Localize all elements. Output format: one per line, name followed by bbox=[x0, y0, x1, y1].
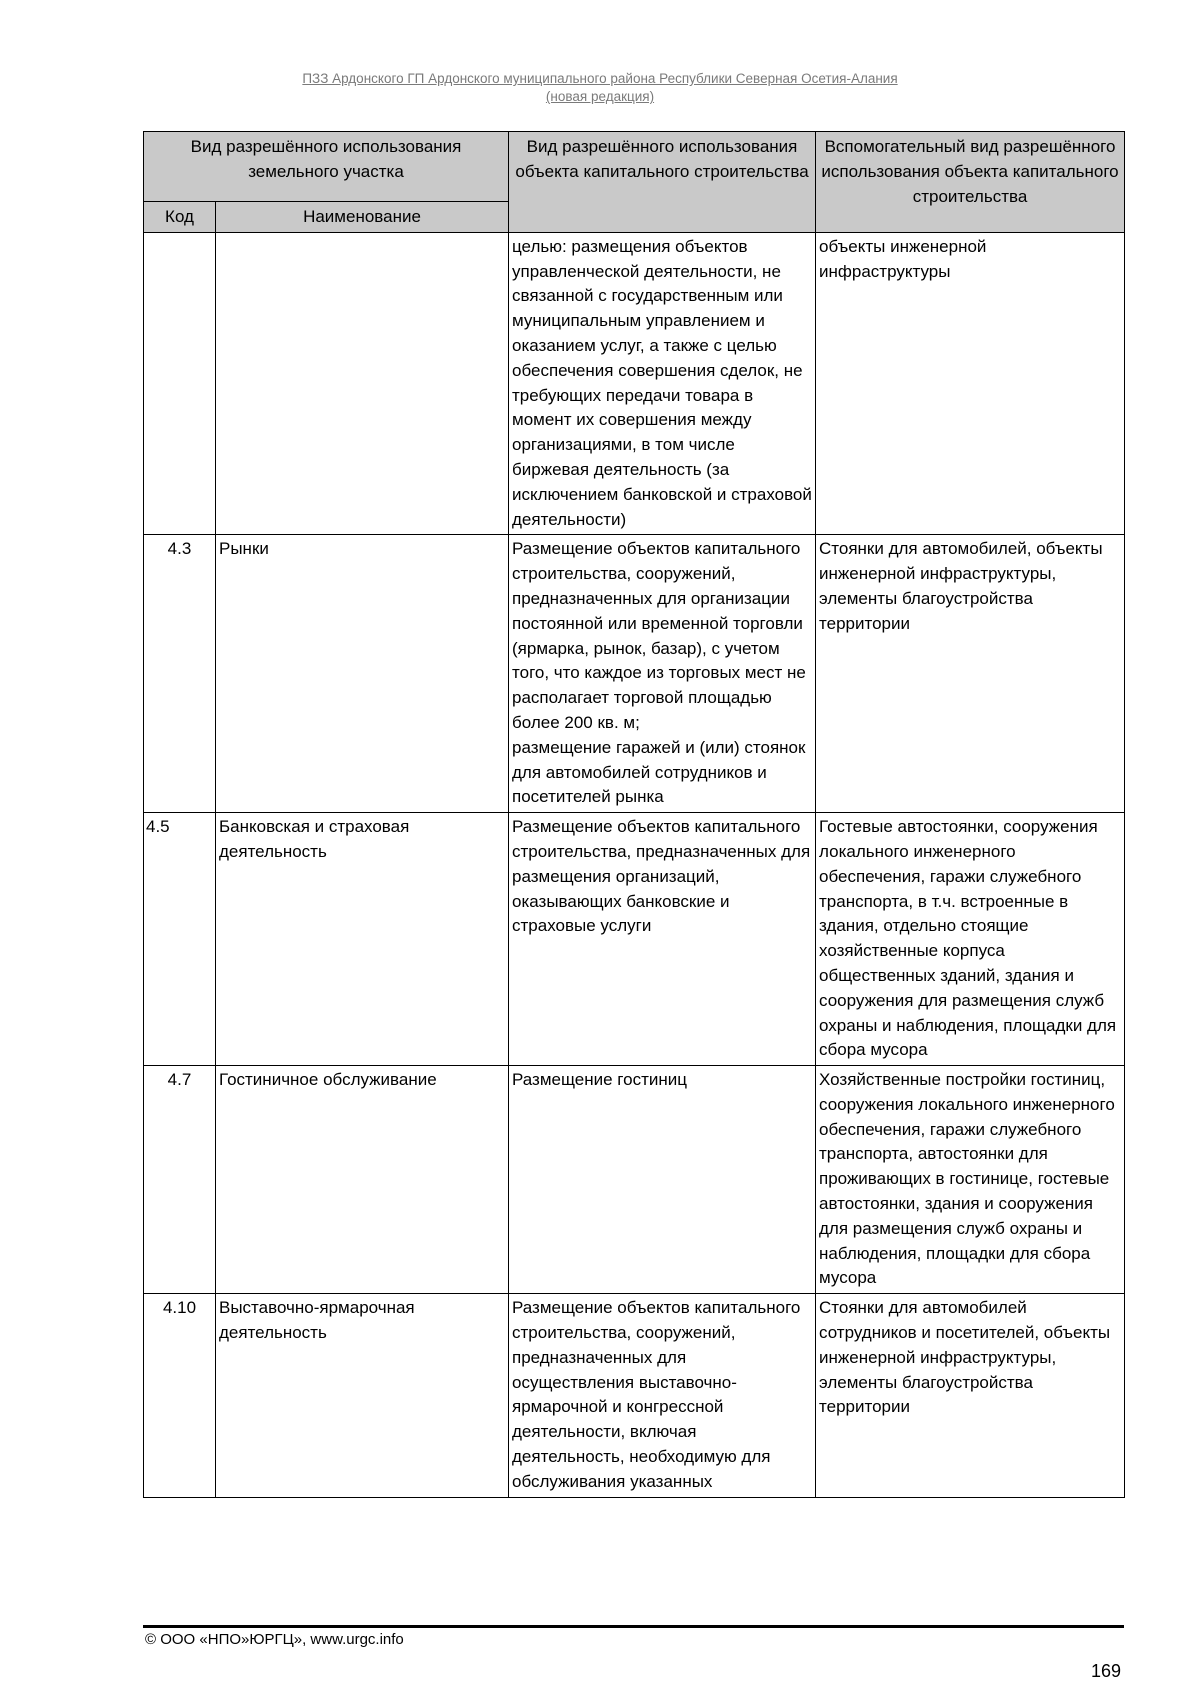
header-code: Код bbox=[144, 202, 216, 233]
row-auxiliary: Гостевые автостоянки, сооружения локального инженерного обеспечения, гаражи служебного транспорта, в т.ч. встроенные в здания, отдельно стоящие хозяйственные корпуса общественных зданий, здания и сооружения для размещения служб охраны и наблюдения, площадки для сбора мусора bbox=[816, 813, 1125, 1066]
page-number: 169 bbox=[1090, 1661, 1121, 1681]
row-code: 4.3 bbox=[144, 535, 216, 813]
table-row bbox=[144, 535, 1125, 813]
table-row bbox=[144, 1066, 1125, 1294]
row-capital-object: Размещение объектов капитального строительства, предназначенных для размещения организаций, оказывающих банковские и страховые услуги bbox=[509, 813, 816, 1066]
header-title: ПЗЗ Ардонского ГП Ардонского муниципального района Республики Северная Осетия-Алания bbox=[302, 71, 898, 86]
table-row bbox=[144, 1294, 1125, 1497]
row-code: 4.5 bbox=[144, 813, 216, 1066]
row-capital-object-part-1: Размещение объектов капитального строительства, сооружений, предназначенных для организации постоянной или временной торговли (ярмарка, рынок, базар), с учетом того, что каждое из торговых мест не располагает торговой площадью более 200 кв. м; bbox=[512, 539, 806, 732]
header-name: Наименование bbox=[216, 202, 509, 233]
row-capital-object: Размещение объектов капитального строительства, сооружений, предназначенных для осуществления выставочно-ярмарочной и конгрессной деятельности, включая деятельность, необходимую для обслуживания указанных bbox=[509, 1294, 816, 1497]
row-code: 4.10 bbox=[144, 1294, 216, 1497]
row-name: Рынки bbox=[216, 535, 509, 813]
header-auxiliary: Вспомогательный вид разрешённого использования объекта капитального строительства bbox=[816, 132, 1125, 233]
header-subtitle: (новая редакция) bbox=[545, 89, 655, 104]
row-name: Выставочно-ярмарочная деятельность bbox=[216, 1294, 509, 1497]
row-auxiliary: Хозяйственные постройки гостиниц, сооружения локального инженерного обеспечения, гаражи служебного транспорта, автостоянки для проживающих в гостинице, гостевые автостоянки, здания и сооружения для размещения служб охраны и наблюдения, площадки для сбора мусора bbox=[816, 1066, 1125, 1294]
row-capital-object: Размещение гостиниц bbox=[509, 1066, 816, 1294]
row-auxiliary: Стоянки для автомобилей сотрудников и посетителей, объекты инженерной инфраструктуры, элементы благоустройства территории bbox=[816, 1294, 1125, 1497]
row-capital-object: целью: размещения объектов управленческой деятельности, не связанной с государственным или муниципальным управлением и оказанием услуг, а также с целью обеспечения совершения сделок, не требующих передачи товара в момент их совершения между организациями, в том числе биржевая деятельность (за исключением банковской и страховой деятельности) bbox=[509, 232, 816, 535]
row-auxiliary: Стоянки для автомобилей, объекты инженерной инфраструктуры, элементы благоустройства территории bbox=[816, 535, 1125, 813]
row-code bbox=[144, 232, 216, 535]
table-row bbox=[144, 232, 1125, 535]
row-auxiliary: объекты инженерной инфраструктуры bbox=[816, 232, 1125, 535]
page-header bbox=[0, 70, 1200, 106]
row-capital-object-part-2: размещение гаражей и (или) стоянок для автомобилей сотрудников и посетителей рынка bbox=[512, 737, 806, 807]
land-use-table bbox=[143, 131, 1125, 1498]
row-name bbox=[216, 232, 509, 535]
row-capital-object bbox=[509, 535, 816, 813]
row-name: Гостиничное обслуживание bbox=[216, 1066, 509, 1294]
footer-copyright: © ООО «НПО»ЮРГЦ», www.urgc.info bbox=[145, 1631, 404, 1648]
footer-divider bbox=[143, 1625, 1124, 1628]
row-name: Банковская и страховая деятельность bbox=[216, 813, 509, 1066]
row-code: 4.7 bbox=[144, 1066, 216, 1294]
table-row bbox=[144, 813, 1125, 1066]
header-capital-object: Вид разрешённого использования объекта капитального строительства bbox=[509, 132, 816, 233]
header-land-use: Вид разрешённого использования земельного участка bbox=[144, 132, 509, 202]
